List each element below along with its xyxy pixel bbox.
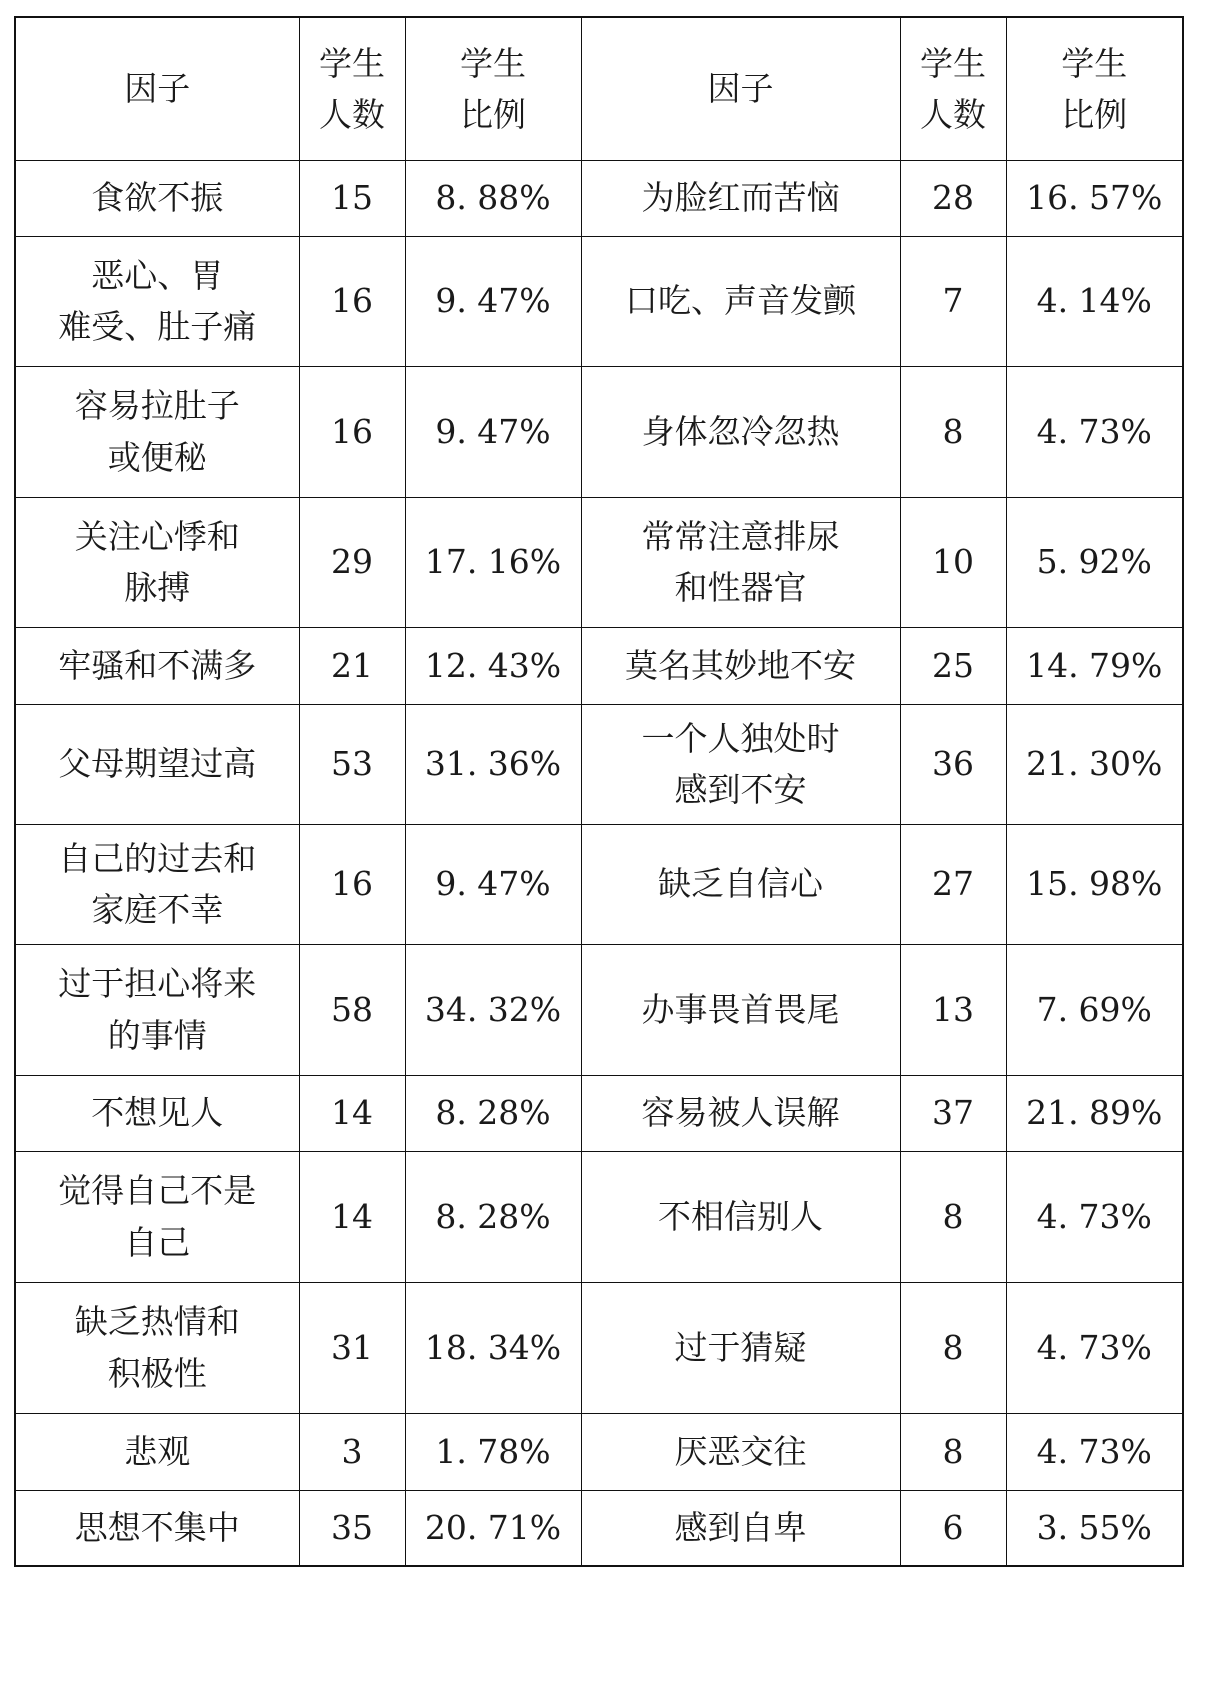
- factor-cell: 悲观: [15, 1413, 299, 1490]
- count-cell: 31: [299, 1282, 405, 1413]
- table-row: [15, 1075, 1183, 1151]
- table-row: [15, 1151, 1183, 1282]
- factor-cell: 不想见人: [15, 1075, 299, 1151]
- table-row: [15, 236, 1183, 366]
- count-cell: 16: [299, 824, 405, 944]
- ratio-cell: 7. 69%: [1006, 944, 1183, 1075]
- header-ratio-right: 学生 比例: [1006, 17, 1183, 160]
- ratio-cell: 4. 73%: [1006, 1282, 1183, 1413]
- factor-cell: 身体忽冷忽热: [581, 366, 900, 497]
- count-cell: 8: [900, 1282, 1006, 1413]
- factor-cell: 办事畏首畏尾: [581, 944, 900, 1075]
- ratio-cell: 12. 43%: [405, 627, 581, 704]
- ratio-cell: 1. 78%: [405, 1413, 581, 1490]
- ratio-cell: 34. 32%: [405, 944, 581, 1075]
- ratio-cell: 3. 55%: [1006, 1490, 1183, 1566]
- count-cell: 8: [900, 1151, 1006, 1282]
- count-cell: 36: [900, 704, 1006, 824]
- header-count-right: 学生 人数: [900, 17, 1006, 160]
- count-cell: 37: [900, 1075, 1006, 1151]
- factor-cell: 缺乏自信心: [581, 824, 900, 944]
- ratio-cell: 21. 30%: [1006, 704, 1183, 824]
- factor-cell: 缺乏热情和 积极性: [15, 1282, 299, 1413]
- count-cell: 13: [900, 944, 1006, 1075]
- count-cell: 7: [900, 236, 1006, 366]
- table-row: [15, 824, 1183, 944]
- factor-cell: 莫名其妙地不安: [581, 627, 900, 704]
- header-count-left: 学生 人数: [299, 17, 405, 160]
- ratio-cell: 9. 47%: [405, 366, 581, 497]
- ratio-cell: 9. 47%: [405, 824, 581, 944]
- table-row: [15, 160, 1183, 236]
- table-row: [15, 1490, 1183, 1566]
- ratio-cell: 8. 28%: [405, 1151, 581, 1282]
- table-row: [15, 704, 1183, 824]
- count-cell: 58: [299, 944, 405, 1075]
- count-cell: 8: [900, 1413, 1006, 1490]
- count-cell: 29: [299, 497, 405, 627]
- header-factor-left: 因子: [15, 17, 299, 160]
- header-ratio-left: 学生 比例: [405, 17, 581, 160]
- ratio-cell: 9. 47%: [405, 236, 581, 366]
- factor-cell: 自己的过去和 家庭不幸: [15, 824, 299, 944]
- factor-cell: 容易拉肚子 或便秘: [15, 366, 299, 497]
- factor-cell: 过于担心将来 的事情: [15, 944, 299, 1075]
- ratio-cell: 16. 57%: [1006, 160, 1183, 236]
- count-cell: 21: [299, 627, 405, 704]
- header-factor-right: 因子: [581, 17, 900, 160]
- ratio-cell: 8. 28%: [405, 1075, 581, 1151]
- count-cell: 6: [900, 1490, 1006, 1566]
- factor-cell: 口吃、声音发颤: [581, 236, 900, 366]
- table-row: [15, 1282, 1183, 1413]
- table-row: [15, 627, 1183, 704]
- table-row: [15, 1413, 1183, 1490]
- count-cell: 16: [299, 236, 405, 366]
- table-row: [15, 944, 1183, 1075]
- count-cell: 35: [299, 1490, 405, 1566]
- header-row: [15, 17, 1183, 160]
- factor-cell: 感到自卑: [581, 1490, 900, 1566]
- ratio-cell: 20. 71%: [405, 1490, 581, 1566]
- ratio-cell: 4. 14%: [1006, 236, 1183, 366]
- ratio-cell: 21. 89%: [1006, 1075, 1183, 1151]
- factor-cell: 关注心悸和 脉搏: [15, 497, 299, 627]
- ratio-cell: 4. 73%: [1006, 1151, 1183, 1282]
- factor-cell: 厌恶交往: [581, 1413, 900, 1490]
- count-cell: 14: [299, 1151, 405, 1282]
- count-cell: 3: [299, 1413, 405, 1490]
- count-cell: 8: [900, 366, 1006, 497]
- count-cell: 27: [900, 824, 1006, 944]
- ratio-cell: 14. 79%: [1006, 627, 1183, 704]
- factor-cell: 恶心、胃 难受、肚子痛: [15, 236, 299, 366]
- factor-cell: 容易被人误解: [581, 1075, 900, 1151]
- ratio-cell: 8. 88%: [405, 160, 581, 236]
- ratio-cell: 15. 98%: [1006, 824, 1183, 944]
- factor-cell: 父母期望过高: [15, 704, 299, 824]
- ratio-cell: 4. 73%: [1006, 366, 1183, 497]
- factor-cell: 常常注意排尿 和性器官: [581, 497, 900, 627]
- factor-table: [14, 16, 1184, 1567]
- count-cell: 10: [900, 497, 1006, 627]
- ratio-cell: 5. 92%: [1006, 497, 1183, 627]
- factor-cell: 一个人独处时 感到不安: [581, 704, 900, 824]
- ratio-cell: 18. 34%: [405, 1282, 581, 1413]
- table-row: [15, 366, 1183, 497]
- count-cell: 15: [299, 160, 405, 236]
- ratio-cell: 31. 36%: [405, 704, 581, 824]
- ratio-cell: 4. 73%: [1006, 1413, 1183, 1490]
- factor-cell: 食欲不振: [15, 160, 299, 236]
- count-cell: 14: [299, 1075, 405, 1151]
- factor-cell: 为脸红而苦恼: [581, 160, 900, 236]
- table-row: [15, 497, 1183, 627]
- factor-cell: 过于猜疑: [581, 1282, 900, 1413]
- factor-cell: 不相信别人: [581, 1151, 900, 1282]
- factor-cell: 牢骚和不满多: [15, 627, 299, 704]
- factor-cell: 觉得自己不是 自己: [15, 1151, 299, 1282]
- ratio-cell: 17. 16%: [405, 497, 581, 627]
- count-cell: 28: [900, 160, 1006, 236]
- count-cell: 53: [299, 704, 405, 824]
- count-cell: 25: [900, 627, 1006, 704]
- count-cell: 16: [299, 366, 405, 497]
- factor-cell: 思想不集中: [15, 1490, 299, 1566]
